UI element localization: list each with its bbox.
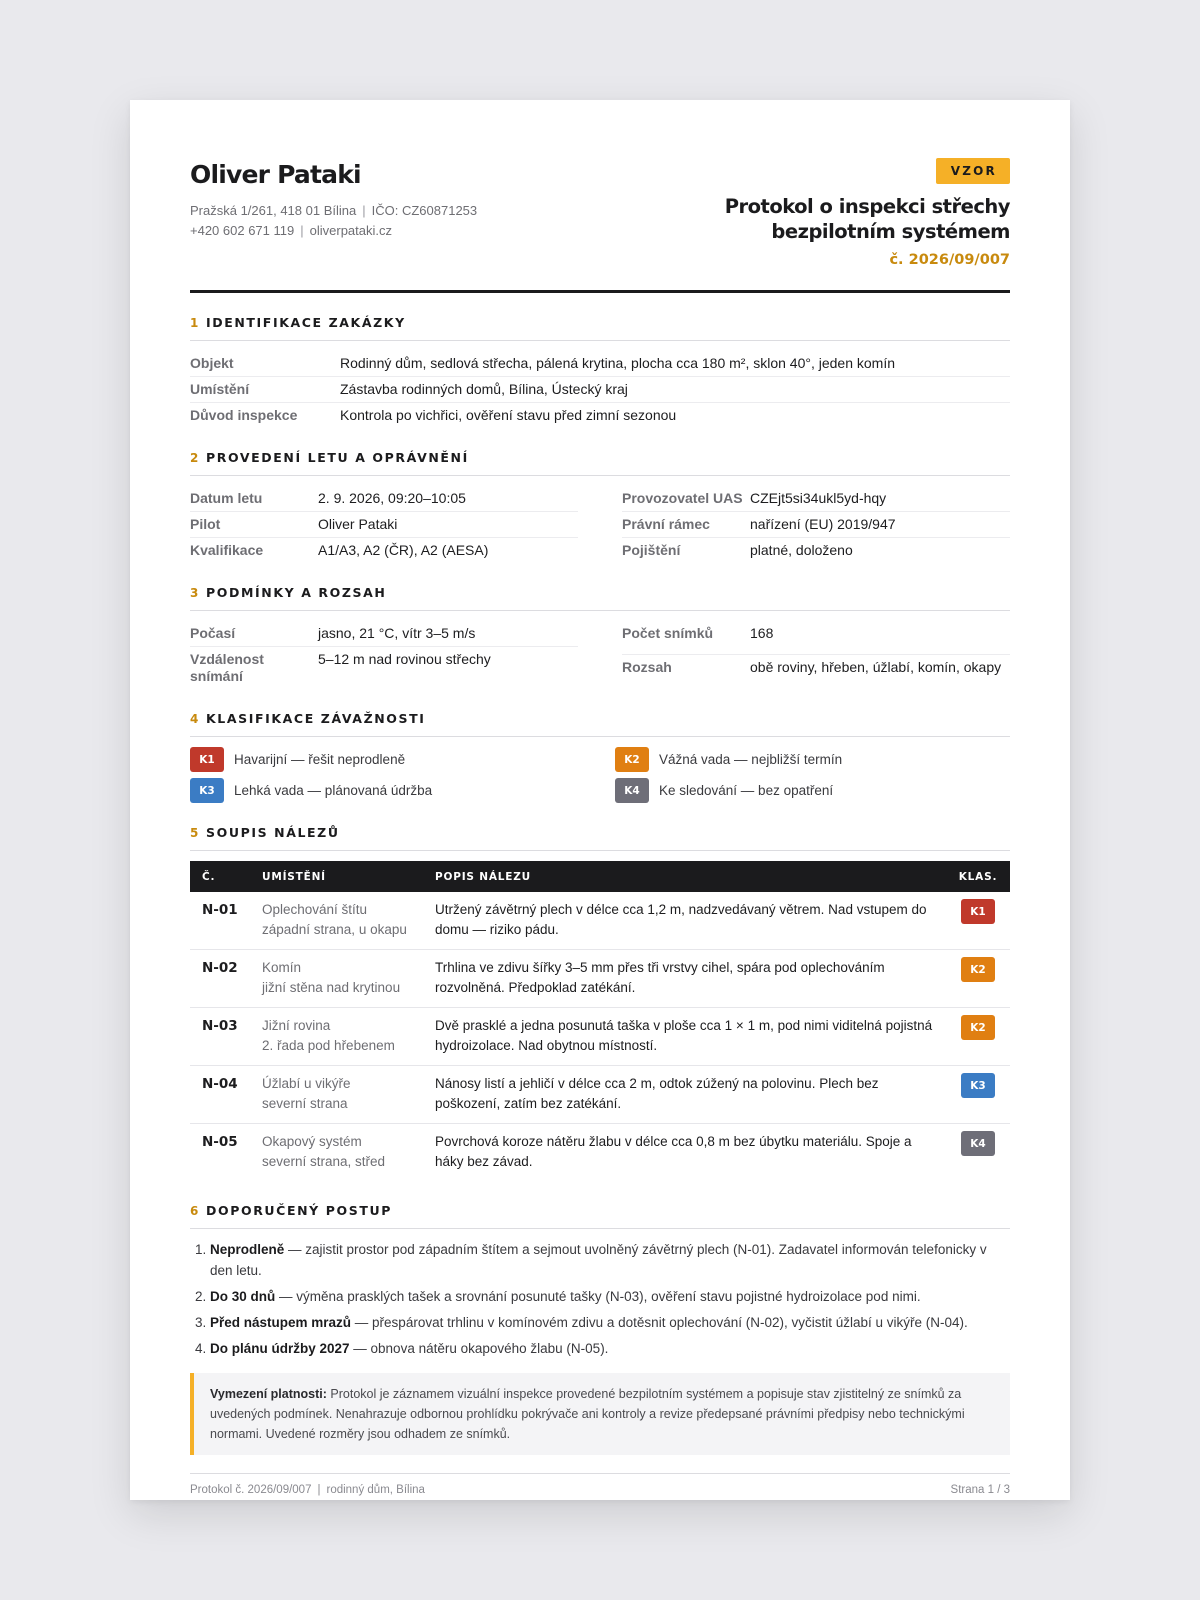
- severity-badge: K1: [190, 747, 224, 772]
- kv-row: [190, 486, 578, 512]
- footer-object: rodinný dům, Bílina: [326, 1484, 425, 1496]
- list-item: [210, 1286, 1010, 1307]
- kv-value: CZEjt5si34ukl5yd-hqy: [750, 490, 887, 506]
- section-title: PROVEDENÍ LETU A OPRÁVNĚNÍ: [206, 450, 469, 465]
- finding-class: [946, 1066, 1010, 1124]
- severity-badge: K2: [961, 1015, 995, 1040]
- section-number: 1: [190, 315, 199, 330]
- severity-legend-item: [190, 747, 615, 772]
- severity-badge: K2: [615, 747, 649, 772]
- kv-key: Počasí: [190, 625, 236, 641]
- section-heading-conditions: [190, 563, 1010, 611]
- document-number: č. 2026/09/007: [889, 252, 1010, 268]
- kv-row: [622, 512, 1010, 538]
- author-web: oliverpataki.cz: [309, 223, 392, 238]
- section-title: PODMÍNKY A ROZSAH: [206, 585, 387, 600]
- finding-location: [262, 1008, 435, 1066]
- footer-protocol-number: Protokol č. 2026/09/007: [190, 1484, 312, 1496]
- finding-number: N-03: [190, 1008, 262, 1066]
- column-header-location: UMÍSTĚNÍ: [262, 870, 326, 883]
- author-address: Pražská 1/261, 418 01 Bílina: [190, 203, 357, 218]
- kv-row: [622, 538, 1010, 563]
- note-text: Protokol je záznamem vizuální inspekce provedené bezpilotním systémem a popisuje stav zjistitelný ze snímků za uvedených podmínek. Nenahrazuje odbornou prohlídku pokrývače ani kontroly a revize předepsané právními předpisy nebo technickými normami. Uvedené rozměry jsou odhadem ze snímků.: [210, 1387, 965, 1441]
- kv-row: [622, 655, 1010, 680]
- kv-row: [190, 377, 1010, 403]
- recommendation-text: — obnova nátěru okapového žlabu (N-05).: [349, 1341, 609, 1356]
- finding-number: N-02: [190, 950, 262, 1008]
- section-number: 6: [190, 1203, 199, 1218]
- table-row: [190, 950, 1010, 1008]
- recommendation-text: — výměna prasklých tašek a srovnání posunuté tašky (N-03), ověření stavu pojistné hydroizolace pod nimi.: [275, 1289, 921, 1304]
- identification-list: [190, 341, 1010, 428]
- finding-number: N-04: [190, 1066, 262, 1124]
- kv-row: [190, 538, 578, 563]
- separator: |: [300, 223, 304, 238]
- location-secondary: severní strana: [262, 1096, 348, 1111]
- kv-row: [622, 486, 1010, 512]
- list-item: [210, 1239, 1010, 1281]
- column-header-number: Č.: [202, 870, 216, 883]
- finding-class: [946, 1008, 1010, 1066]
- kv-key: Rozsah: [622, 659, 672, 675]
- severity-legend-item: [615, 778, 1005, 803]
- kv-key: Vzdálenost snímání: [190, 651, 264, 684]
- location-secondary: jižní stěna nad krytinou: [262, 980, 401, 995]
- kv-row: [190, 403, 1010, 428]
- section-number: 3: [190, 585, 199, 600]
- conditions-left-column: [190, 621, 578, 689]
- document-title-line2: bezpilotním systémem: [771, 220, 1010, 243]
- kv-value: A1/A3, A2 (ČR), A2 (AESA): [318, 542, 489, 558]
- kv-value: Rodinný dům, sedlová střecha, pálená krytina, plocha cca 180 m², sklon 40°, jeden komín: [340, 355, 896, 371]
- severity-badge: K3: [190, 778, 224, 803]
- column-header-description: POPIS NÁLEZU: [435, 870, 531, 883]
- finding-class: [946, 892, 1010, 950]
- location-primary: Oplechování štítu: [262, 902, 368, 917]
- kv-key: Počet snímků: [622, 625, 714, 641]
- recommendation-deadline: Neprodleně: [210, 1242, 285, 1257]
- finding-number: N-01: [190, 892, 262, 950]
- author-contact: [190, 201, 477, 241]
- kv-value: Kontrola po vichřici, ověření stavu před zimní sezonou: [340, 407, 677, 423]
- section-heading-recommendations: [190, 1181, 1010, 1229]
- finding-location: [262, 1124, 435, 1182]
- document-title: [725, 194, 1010, 244]
- author-name: Oliver Pataki: [190, 160, 361, 189]
- validity-note: [190, 1373, 1010, 1455]
- kv-key: Pilot: [190, 516, 221, 532]
- section-title: SOUPIS NÁLEZŮ: [206, 825, 340, 840]
- author-ico: IČO: CZ60871253: [371, 203, 478, 218]
- kv-key: Datum letu: [190, 490, 263, 506]
- severity-legend-item: [615, 747, 1005, 772]
- flight-right-column: [622, 486, 1010, 563]
- document-page: [130, 100, 1070, 1500]
- conditions-details: [190, 611, 1010, 689]
- document-header: [190, 158, 1010, 290]
- finding-description: Nánosy listí a jehličí v délce cca 2 m, odtok zúžený na polovinu. Plech bez poškození, zatím bez zatékání.: [435, 1066, 946, 1124]
- flight-details: [190, 476, 1010, 563]
- recommendation-deadline: Před nástupem mrazů: [210, 1315, 352, 1330]
- recommendation-text: — zajistit prostor pod západním štítem a sejmout uvolněný závětrný plech (N-01). Zadavatel informován telefonicky v den letu.: [210, 1242, 987, 1278]
- severity-badge: K3: [961, 1073, 995, 1098]
- sample-badge: VZOR: [936, 158, 1010, 184]
- section-title: KLASIFIKACE ZÁVAŽNOSTI: [206, 711, 426, 726]
- finding-location: [262, 1066, 435, 1124]
- recommendation-deadline: Do 30 dnů: [210, 1289, 276, 1304]
- location-primary: Úžlabí u vikýře: [262, 1076, 351, 1091]
- finding-class: [946, 1124, 1010, 1182]
- kv-key: Důvod inspekce: [190, 407, 298, 423]
- severity-legend-item: [190, 778, 615, 803]
- list-item: [210, 1312, 1010, 1333]
- footer-left: [190, 1484, 425, 1496]
- kv-value: nařízení (EU) 2019/947: [750, 516, 896, 532]
- section-heading-identification: [190, 293, 1010, 341]
- table-row: [190, 1124, 1010, 1182]
- kv-key: Právní rámec: [622, 516, 710, 532]
- finding-description: Utržený závětrný plech v délce cca 1,2 m, nadzvedávaný větrem. Nad vstupem do domu — riziko pádu.: [435, 892, 946, 950]
- section-heading-flight: [190, 428, 1010, 476]
- document-title-line1: Protokol o inspekci střechy: [724, 195, 1010, 218]
- title-block: [725, 158, 1010, 268]
- table-row: [190, 1008, 1010, 1066]
- table-row: [190, 892, 1010, 950]
- section-number: 2: [190, 450, 199, 465]
- section-number: 4: [190, 711, 199, 726]
- recommendation-deadline: Do plánu údržby 2027: [210, 1341, 350, 1356]
- kv-key: Umístění: [190, 381, 250, 397]
- findings-table-header: [190, 861, 1010, 892]
- conditions-right-column: [622, 621, 1010, 689]
- severity-badge: K2: [961, 957, 995, 982]
- location-secondary: 2. řada pod hřebenem: [262, 1038, 395, 1053]
- kv-key: Pojištění: [622, 542, 681, 558]
- severity-badge: K4: [615, 778, 649, 803]
- location-primary: Okapový systém: [262, 1134, 362, 1149]
- kv-key: Kvalifikace: [190, 542, 264, 558]
- severity-legend: [190, 737, 1010, 803]
- flight-left-column: [190, 486, 578, 563]
- recommendation-text: — přespárovat trhlinu v komínovém zdivu a dotěsnit oplechování (N-02), vyčistit úžlabí u vikýře (N-04).: [351, 1315, 968, 1330]
- finding-description: Povrchová koroze nátěru žlabu v délce cca 0,8 m bez úbytku materiálu. Spoje a háky bez závad.: [435, 1134, 912, 1169]
- kv-key: Provozovatel UAS: [622, 490, 743, 506]
- location-secondary: severní strana, střed: [262, 1154, 386, 1169]
- column-header-class: KLAS.: [958, 870, 998, 883]
- separator: |: [317, 1484, 321, 1496]
- severity-label: Vážná vada — nejbližší termín: [659, 752, 843, 767]
- kv-value: 5–12 m nad rovinou střechy: [318, 651, 491, 667]
- location-primary: Komín: [262, 960, 302, 975]
- section-title: IDENTIFIKACE ZAKÁZKY: [206, 315, 406, 330]
- kv-value: Zástavba rodinných domů, Bílina, Ústecký kraj: [340, 381, 628, 397]
- finding-description: Dvě prasklé a jedna posunutá taška v ploše cca 1 × 1 m, pod nimi viditelná pojistná hydroizolace. Nad obytnou místností.: [435, 1008, 946, 1066]
- findings-table: [190, 861, 1010, 1181]
- kv-value: 2. 9. 2026, 09:20–10:05: [318, 490, 466, 506]
- note-lead: Vymezení platnosti:: [210, 1387, 327, 1401]
- section-heading-findings: [190, 803, 1010, 851]
- kv-key: Objekt: [190, 355, 234, 371]
- kv-value: jasno, 21 °C, vítr 3–5 m/s: [318, 625, 476, 641]
- author-block: [190, 158, 477, 241]
- page-footer: [190, 1473, 1010, 1496]
- separator: |: [362, 203, 366, 218]
- author-phone: +420 602 671 119: [190, 223, 295, 238]
- kv-value: platné, doloženo: [750, 542, 853, 558]
- location-secondary: západní strana, u okapu: [262, 922, 407, 937]
- location-primary: Jižní rovina: [262, 1018, 331, 1033]
- severity-badge: K1: [961, 899, 995, 924]
- recommendation-list: [190, 1229, 1010, 1359]
- severity-label: Ke sledování — bez opatření: [659, 783, 834, 798]
- kv-row: [622, 621, 1010, 655]
- kv-row: [190, 621, 578, 647]
- section-title: DOPORUČENÝ POSTUP: [206, 1203, 392, 1218]
- kv-value: 168: [750, 625, 774, 641]
- section-number: 5: [190, 825, 199, 840]
- severity-label: Havarijní — řešit neprodleně: [234, 752, 406, 767]
- table-row: [190, 1066, 1010, 1124]
- kv-value: obě roviny, hřeben, úžlabí, komín, okapy: [750, 659, 1002, 675]
- kv-row: [190, 647, 578, 689]
- kv-value: Oliver Pataki: [318, 516, 398, 532]
- finding-number: N-05: [202, 1134, 238, 1150]
- kv-row: [190, 351, 1010, 377]
- severity-badge: K4: [961, 1131, 995, 1156]
- footer-page-number: Strana 1 / 3: [950, 1484, 1010, 1496]
- finding-class: [946, 950, 1010, 1008]
- finding-location: [262, 892, 435, 950]
- list-item: [210, 1338, 1010, 1359]
- finding-location: [262, 950, 435, 1008]
- section-heading-severity: [190, 689, 1010, 737]
- kv-row: [190, 512, 578, 538]
- severity-label: Lehká vada — plánovaná údržba: [234, 783, 433, 798]
- finding-description: Trhlina ve zdivu šířky 3–5 mm přes tři vrstvy cihel, spára pod oplechováním rozvolněná. Předpoklad zatékání.: [435, 950, 946, 1008]
